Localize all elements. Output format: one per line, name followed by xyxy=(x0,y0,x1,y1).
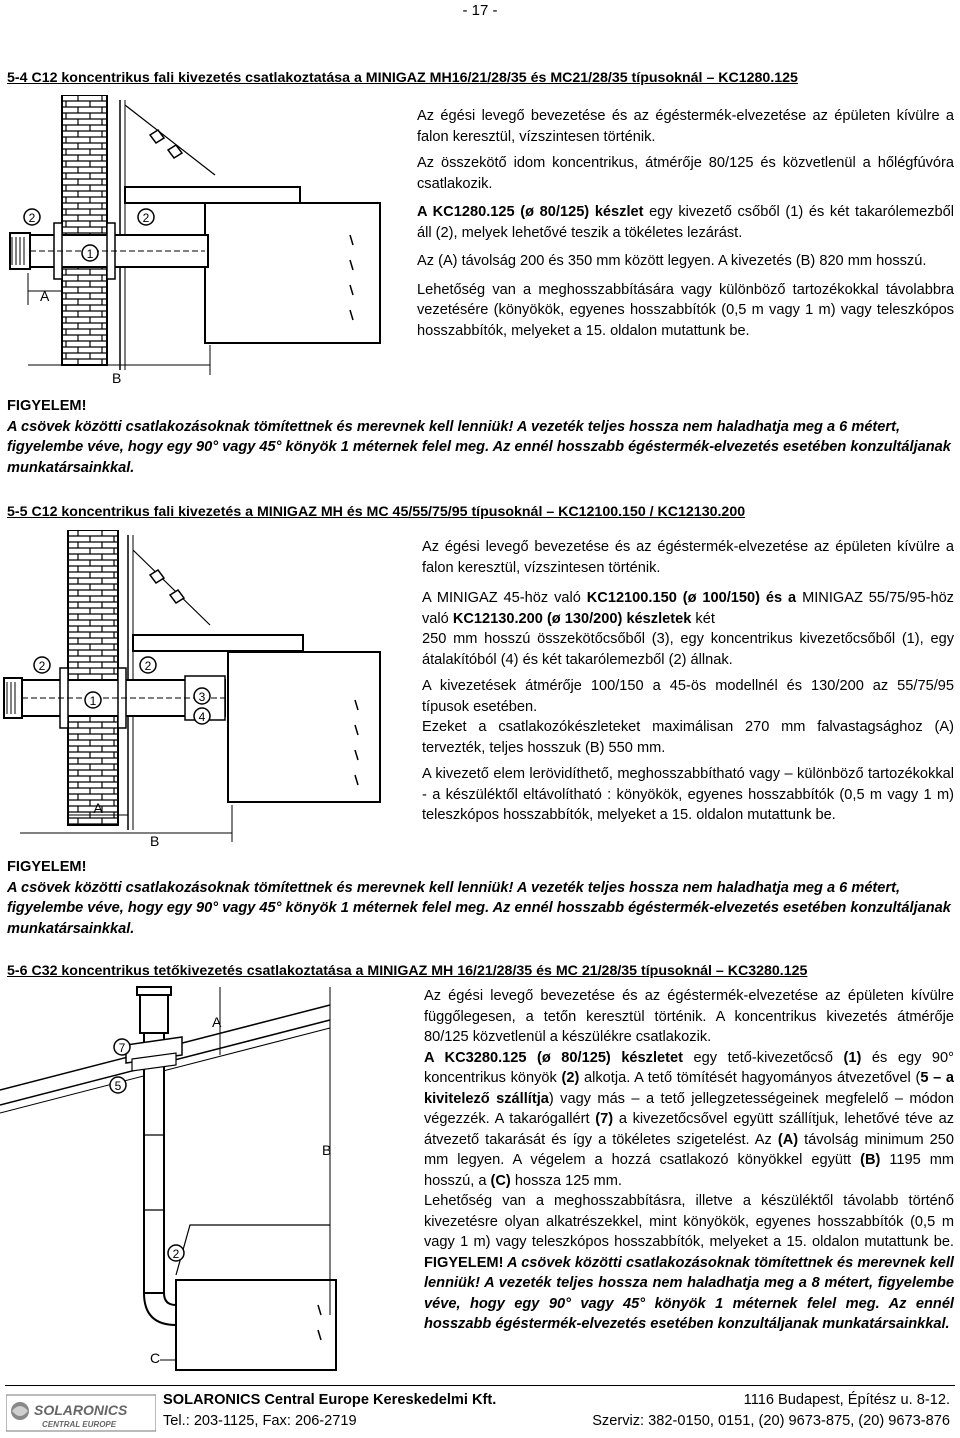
s3-kit-name: A KC3280.125 (ø 80/125) készletet xyxy=(424,1049,683,1066)
s3-warning-text: A csövek közötti csatlakozásoknak tömítettnek és merevnek kell lenniük! A vezeték teljes hossza nem haladhatja meg a 8 métert, figyelembe véve, hogy egy 90° vagy 45° könyök 1 méternek felel meg. Az ennél hosszabb égéstermék-elvezetés esetében konzultáljanak munkatársainkkal. xyxy=(424,1254,954,1332)
s3-text: alkotja. A tető tömítését hagyományos átvezetővel ( xyxy=(579,1070,921,1086)
solaronics-logo xyxy=(6,1393,156,1433)
logo-subtext: CENTRAL EUROPE xyxy=(42,1420,117,1429)
s3-text: egy tető-kivezetőcső xyxy=(682,1049,844,1066)
callout-2a: 2 xyxy=(38,659,46,673)
s2-kit-100: KC12100.150 (ø 100/150) és a xyxy=(586,590,797,606)
dim-b: B xyxy=(322,1142,332,1158)
s1-para-4: Az (A) távolság 200 és 350 mm között legyen. A kivezetés (B) 820 mm hosszú. xyxy=(417,253,927,269)
s1-para-1: Az égési levegő bevezetése és az égéstermék-elvezetése az épületen kívülre a falon keresztül, vízszintesen történik. xyxy=(417,108,954,145)
kc12100-wall-diagram xyxy=(0,530,410,850)
s3-text: hossza 125 mm. xyxy=(510,1172,622,1189)
s2-kit-130: KC12130.200 (ø 130/200) készletek xyxy=(452,610,692,627)
s3-ref-2: (2) xyxy=(561,1070,580,1086)
s3-ref-b: (B) xyxy=(860,1152,881,1168)
page-footer xyxy=(0,1385,960,1438)
kc3280-roof-diagram xyxy=(0,985,420,1380)
callout-2: 2 xyxy=(172,1247,180,1261)
section-5-4-title: 5-4 C12 koncentrikus fali kivezetés csatlakoztatása a MINIGAZ MH16/21/28/35 és MC21/28/35 típusoknál – KC1280.125 xyxy=(7,70,798,86)
s3-text: ) vagy más – a tető jellegzetességeinek megfelelő – módon végezzék. A takarógallért xyxy=(424,1090,954,1127)
section-5-6-text xyxy=(424,986,954,1335)
s1-para-2: Az összekötő idom koncentrikus, átmérője 80/125 és közvetlenül a hőlégfúvóra csatlakozik. xyxy=(417,155,954,192)
section-5-5-title: 5-5 C12 koncentrikus fali kivezetés a MINIGAZ MH és MC 45/55/75/95 típusoknál – KC12100.150 / KC12130.200 xyxy=(7,504,746,520)
warning-2 xyxy=(7,857,955,939)
s3-warning-label: FIGYELEM! xyxy=(424,1254,504,1271)
section-5-4-text xyxy=(417,106,954,349)
warning-2-label: FIGYELEM! xyxy=(7,859,87,875)
footer-rule xyxy=(5,1385,955,1386)
footer-phone: Tel.: 203-1125, Fax: 206-2719 xyxy=(163,1413,357,1429)
s3-ref-7: (7) xyxy=(595,1111,614,1127)
footer-company: SOLARONICS Central Europe Kereskedelmi Kft. xyxy=(163,1392,497,1408)
warning-2-text: A csövek közötti csatlakozásoknak tömítettnek és merevnek kell lenniük! A vezeték teljes hossza nem haladhatja meg a 6 métert, figyelembe véve, hogy egy 90° vagy 45° könyök 1 méternek felel meg. Az ennél hosszabb égéstermék-elvezetés esetében konzultáljanak munkatársainkkal. xyxy=(7,879,951,937)
callout-2b: 2 xyxy=(142,211,150,225)
s2-para-6: A kivezető elem lerövidíthető, meghosszabbítható vagy – különböző tartozékokkal - a készüléktől eltávolítható : könyökök, egyenes hosszabbítók (0,5 m vagy 1 m) teleszkópos hosszabbítók, melyeket a 15. oldalon mutattunk be. xyxy=(422,766,954,823)
callout-1: 1 xyxy=(89,694,97,708)
dim-a: A xyxy=(40,288,50,304)
dim-b: B xyxy=(112,370,122,386)
section-5-5-text xyxy=(422,537,954,834)
s1-kit-name: A KC1280.125 (ø 80/125) készlet xyxy=(417,204,644,220)
page-number: - 17 - xyxy=(462,2,498,19)
dim-b: B xyxy=(150,833,160,849)
s3-ref-5: 5 – a kivitelező szállítja xyxy=(424,1070,954,1107)
dim-a: A xyxy=(93,800,103,816)
callout-2b: 2 xyxy=(144,659,152,673)
s2-para-1: Az égési levegő bevezetése és az égéstermék-elvezetése az épületen kívülre a falon keresztül, vízszintesen történik. xyxy=(422,539,954,576)
s2-para-3: 250 mm hosszú összekötőcsőből (3), egy koncentrikus kivezetőcsőből (1), egy átalakítóból (4) és két takarólemezből (2) állnak. xyxy=(422,631,954,668)
s3-ref-a: (A) xyxy=(777,1131,799,1148)
callout-7: 7 xyxy=(118,1041,126,1055)
warning-1 xyxy=(7,396,955,478)
s3-ref-1: (1) xyxy=(843,1049,862,1066)
s3-text: 1195 mm hosszú, a xyxy=(424,1152,955,1189)
dim-a: A xyxy=(212,1014,222,1030)
callout-2a: 2 xyxy=(28,211,36,225)
callout-4: 4 xyxy=(198,710,206,724)
footer-service: Szerviz: 382-0150, 0151, (20) 9673-875, (20) 9673-876 xyxy=(592,1413,950,1429)
footer-address: 1116 Budapest, Építész u. 8-12. xyxy=(743,1392,950,1408)
s3-text: és egy 90° koncentrikus könyök xyxy=(424,1049,954,1086)
s3-para-3: Lehetőség van a meghosszabbításra, illetve a készüléktől távolabb történő kivezetésre olyan alkatrészekkel, mint könyökök, egyenes hosszabbítók (0,5 m vagy 1 m) vagy teleszkópos hosszabbítók, melyeket a 15. oldalon mutattunk be. xyxy=(424,1193,954,1250)
s2-para-4: A kivezetések átmérője 100/150 a 45-ös modellnél és 130/200 az 55/75/95 típusok esetében. xyxy=(422,678,954,715)
warning-1-label: FIGYELEM! xyxy=(7,398,87,414)
s3-para-1: Az égési levegő bevezetése és az égéstermék-elvezetése az épületen kívülre függőlegesen, a tetőn keresztül történik. A koncentrikus kivezetés átmérője 80/125 közvetlenül a készülékre csatlakozik. xyxy=(424,988,954,1045)
s2-para-2a: A MINIGAZ 45-höz való xyxy=(422,590,587,606)
s2-para-5: Ezeket a csatlakozókészleteket maximálisan 270 mm falvastagsághoz (A) tervezték, teljes hosszuk (B) 550 mm. xyxy=(422,719,954,756)
logo-text: SOLARONICS xyxy=(34,1402,128,1418)
s1-para-5: Lehetőség van a meghosszabbítására vagy különböző tartozékokkal távolabbra vezetésére (könyökök, egyenes hosszabbítók (0,5 m vagy 1 m) vagy teleszkópos hosszabbítók, melyeket a 15. oldalon mutattunk be. xyxy=(417,281,954,339)
s2-para-2c: MINIGAZ 55/75/95-höz való xyxy=(422,590,954,627)
dim-c: C xyxy=(150,1350,161,1366)
s3-text: a kivezetőcsővel együtt szállítjuk, lehetővé téve az átvezető takarását és így a tökéletes szigetelést. Az xyxy=(424,1111,955,1148)
s1-kit-desc: egy kivezető csőből (1) és két takarólemezből áll (2), melyek lehetővé teszik a tökéletes lezárást. xyxy=(417,204,954,241)
section-5-6-title: 5-6 C32 koncentrikus tetőkivezetés csatlakoztatása a MINIGAZ MH 16/21/28/35 és MC 21/28/35 típusoknál – KC3280.125 xyxy=(7,963,808,979)
callout-3: 3 xyxy=(198,690,206,704)
s3-text: távolság minimum 250 mm legyen. A végelem a hozzá csatlakozó könyökkel együtt xyxy=(424,1131,954,1168)
s2-para-2e: két xyxy=(691,610,715,627)
callout-1: 1 xyxy=(86,247,94,261)
warning-1-text: A csövek közötti csatlakozásoknak tömítettnek és merevnek kell lenniük! A vezeték teljes hossza nem haladhatja meg a 6 métert, figyelembe véve, hogy egy 90° vagy 45° könyök 1 méternek felel meg. Az ennél hosszabb égéstermék-elvezetés esetében konzultáljanak munkatársainkkal. xyxy=(7,418,951,476)
s3-ref-c: (C) xyxy=(490,1172,511,1189)
callout-5: 5 xyxy=(114,1079,122,1093)
kc1280-wall-diagram xyxy=(0,95,410,395)
